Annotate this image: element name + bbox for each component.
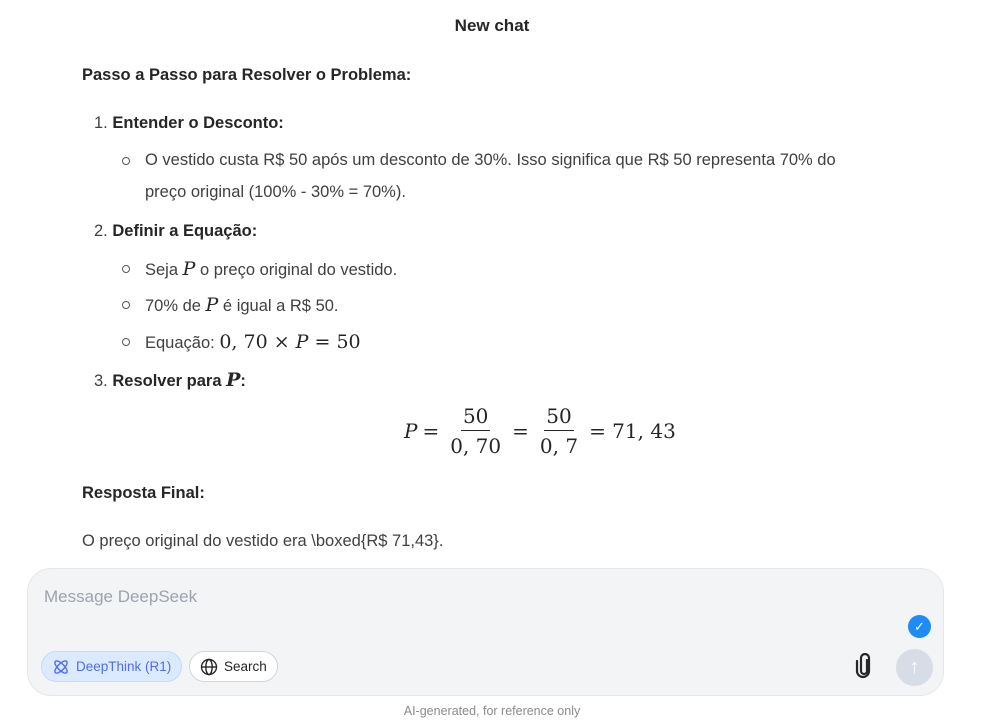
step-2-bullet: Equação: 0, 70 × P = 50	[145, 331, 361, 353]
section-heading: Passo a Passo para Resolver o Problema:	[82, 66, 412, 84]
search-label: Search	[224, 659, 267, 674]
step-2-bullet: Seja P o preço original do vestido.	[145, 258, 398, 280]
disclaimer: AI-generated, for reference only	[403, 704, 581, 718]
atom-icon	[52, 658, 70, 676]
bullet-icon	[122, 301, 130, 309]
step-1: 1. Entender o Desconto:	[94, 114, 284, 132]
step-2-bullet: 70% de P é igual a R$ 50.	[145, 294, 339, 316]
bullet-icon	[122, 157, 130, 165]
message-input[interactable]: Message DeepSeek	[44, 587, 198, 606]
send-button[interactable]	[896, 649, 933, 686]
arrow-up-icon: ↑	[909, 656, 920, 678]
globe-icon	[200, 658, 218, 676]
message-composer	[27, 568, 944, 696]
equation: P = $\frac{50}{0, 70}$ = $\frac{50}{0, 7}$ = 71, 43	[404, 404, 676, 458]
deepthink-label: DeepThink (R1)	[76, 659, 172, 674]
final-heading: Resposta Final:	[82, 484, 205, 502]
deepthink-button[interactable]	[41, 651, 182, 682]
step-1-text: O vestido custa R$ 50 após um desconto de 30%. Isso significa que R$ 50 representa 70% do	[145, 151, 836, 169]
check-icon: ✓	[908, 615, 931, 638]
final-answer: O preço original do vestido era \boxed{R$ 71,43}.	[82, 532, 444, 550]
paperclip-icon[interactable]	[854, 653, 874, 679]
step-2: 2. Definir a Equação:	[94, 222, 258, 240]
search-button[interactable]	[189, 651, 278, 682]
bullet-icon	[122, 265, 130, 273]
bullet-icon	[122, 338, 130, 346]
page-title: New chat	[454, 16, 530, 35]
step-1-text: preço original (100% - 30% = 70%).	[145, 183, 406, 201]
step-3: 3. Resolver para P:	[94, 369, 246, 391]
